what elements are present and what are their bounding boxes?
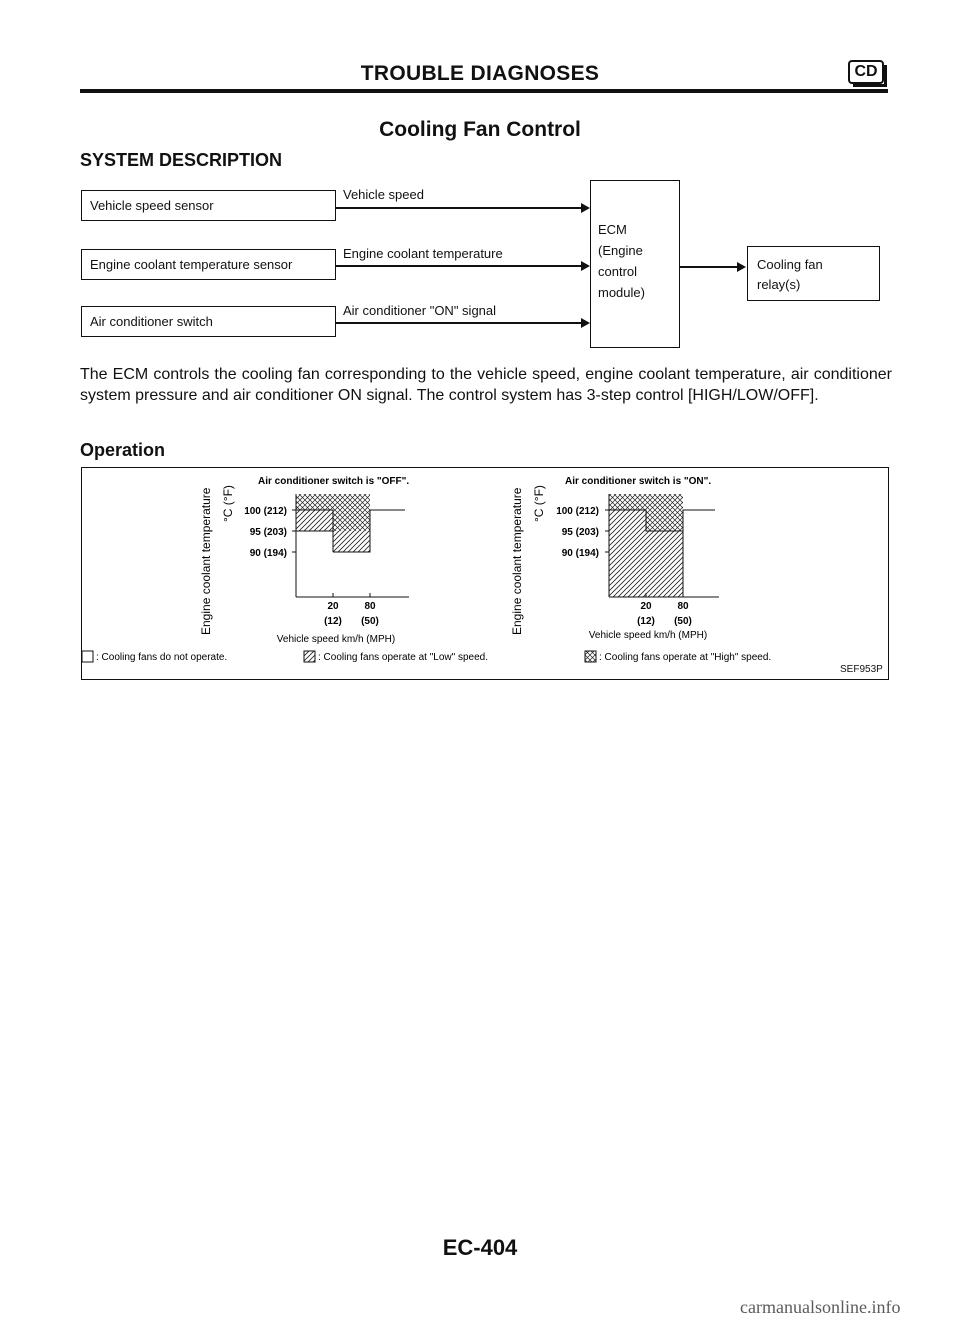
y-axis-label: Engine coolant temperature [199,487,213,635]
description-paragraph: The ECM controls the cooling fan corresponding to the vehicle speed, engine coolant temperature, air conditioner system pressure and air conditioner ON signal. The control system has 3-step control [HIGH/LOW/OFF]. [80,366,892,404]
y-tick-label: 100 (212) [556,506,599,517]
x-tick-label-mph: (12) [637,616,655,627]
y-tick-label: 95 (203) [561,527,599,538]
chart-ac-on [510,476,719,641]
legend-off-label: : Cooling fans do not operate. [96,652,228,663]
operation-heading: Operation [80,440,166,460]
y-axis-label: Engine coolant temperature [510,487,524,635]
region-low [646,531,683,597]
chart-ac-off [199,476,409,645]
relay-label-line2: relay(s) [757,277,801,292]
region-high [296,494,370,510]
x-tick-label: 20 [640,601,652,612]
ecm-label-line3: control [598,264,638,279]
legend [82,651,771,663]
region-low [333,531,370,552]
system-description-heading: SYSTEM DESCRIPTION [80,150,283,170]
page-header-title: TROUBLE DIAGNOSES [360,62,600,85]
x-tick-label-mph: (50) [361,616,379,627]
ecm-label: ECM [598,222,627,237]
region-high [609,494,683,510]
legend-low-swatch [304,651,315,662]
section-title: Cooling Fan Control [379,118,581,141]
region-high [333,510,370,531]
y-tick-label: 95 (203) [249,527,287,538]
x-axis-label: Vehicle speed km/h (MPH) [276,634,396,645]
region-high [646,510,683,531]
y-tick-label: 100 (212) [244,506,287,517]
ecm-label-line4: module) [598,285,645,300]
region-low [609,510,646,597]
ac-switch-label: Air conditioner switch [90,314,213,329]
legend-off-swatch [82,651,93,662]
relay-label: Cooling fan [757,257,823,272]
y-axis-unit: °C (°F) [532,485,546,522]
legend-high-label: : Cooling fans operate at "High" speed. [599,652,772,663]
vehicle-speed-sensor-label: Vehicle speed sensor [90,198,214,213]
x-tick-label: 80 [677,601,689,612]
cd-badge: CD [848,60,884,84]
chart-title: Air conditioner switch is "OFF". [258,476,410,487]
chart-title: Air conditioner switch is "ON". [565,476,712,487]
x-tick-label: 80 [364,601,376,612]
legend-high-swatch [585,651,596,662]
signal-label-coolant-temp: Engine coolant temperature [343,246,503,261]
y-axis-unit: °C (°F) [221,485,235,522]
x-tick-label-mph: (50) [674,616,692,627]
x-axis-label: Vehicle speed km/h (MPH) [588,630,708,641]
page-number: EC-404 [442,1235,518,1260]
watermark: carmanualsonline.info [740,1297,901,1317]
signal-label-ac-on: Air conditioner "ON" signal [343,303,497,318]
coolant-temp-sensor-label: Engine coolant temperature sensor [90,257,293,272]
ecm-label-line2: (Engine [598,243,643,258]
legend-low-label: : Cooling fans operate at "Low" speed. [318,652,488,663]
figure-reference: SEF953P [840,664,883,675]
y-tick-label: 90 (194) [249,548,287,559]
y-tick-label: 90 (194) [561,548,599,559]
signal-label-vehicle-speed: Vehicle speed [343,187,424,202]
x-tick-label-mph: (12) [324,616,342,627]
x-tick-label: 20 [327,601,339,612]
region-low [296,510,333,531]
